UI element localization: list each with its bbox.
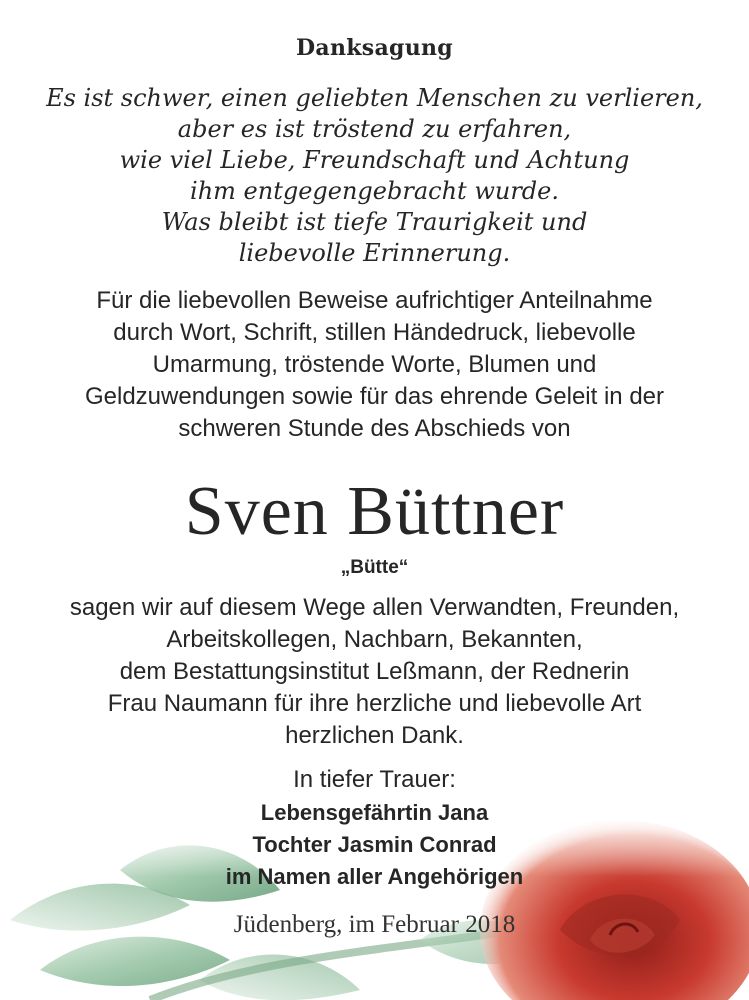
thanks-intro-line: schweren Stunde des Abschieds von bbox=[178, 415, 571, 442]
thanks-body-line: herzlichen Dank. bbox=[285, 722, 464, 749]
heading-danksagung: Danksagung bbox=[296, 35, 453, 61]
verse-line: Was bleibt ist tiefe Traurigkeit und bbox=[161, 208, 588, 236]
deceased-name: Sven Büttner bbox=[184, 473, 565, 550]
place-date: Jüdenberg, im Februar 2018 bbox=[233, 911, 516, 938]
verse-line: wie viel Liebe, Freundschaft und Achtung bbox=[119, 146, 630, 174]
nickname: „Bütte“ bbox=[340, 557, 409, 578]
verse-line: ihm entgegengebracht wurde. bbox=[190, 177, 559, 205]
thanks-body-line: dem Bestattungsinstitut Leßmann, der Rednerin bbox=[119, 658, 630, 685]
thanks-body-line: Frau Naumann für ihre herzliche und liebevolle Art bbox=[107, 690, 642, 717]
thanks-intro-line: Für die liebevollen Beweise aufrichtiger Anteilnahme bbox=[96, 287, 653, 314]
mourning-label: In tiefer Trauer: bbox=[293, 766, 456, 793]
verse-line: liebevolle Erinnerung. bbox=[238, 239, 511, 267]
thanks-intro-line: Geldzuwendungen sowie für das ehrende Geleit in der bbox=[84, 383, 665, 410]
thanks-body-line: Arbeitskollegen, Nachbarn, Bekannten, bbox=[166, 626, 583, 653]
verse-line: aber es ist tröstend zu erfahren, bbox=[177, 115, 572, 143]
verse-line: Es ist schwer, einen geliebten Menschen zu verlieren, bbox=[46, 84, 703, 112]
thanks-intro-line: Umarmung, tröstende Worte, Blumen und bbox=[152, 351, 597, 378]
mourner-line: Lebensgefährtin Jana bbox=[260, 800, 489, 825]
mourner-line: Tochter Jasmin Conrad bbox=[252, 832, 497, 857]
thanks-body-line: sagen wir auf diesem Wege allen Verwandten, Freunden, bbox=[69, 594, 680, 621]
mourner-line: im Namen aller Angehörigen bbox=[225, 864, 524, 889]
thanks-intro-line: durch Wort, Schrift, stillen Händedruck, liebevolle bbox=[113, 319, 636, 346]
